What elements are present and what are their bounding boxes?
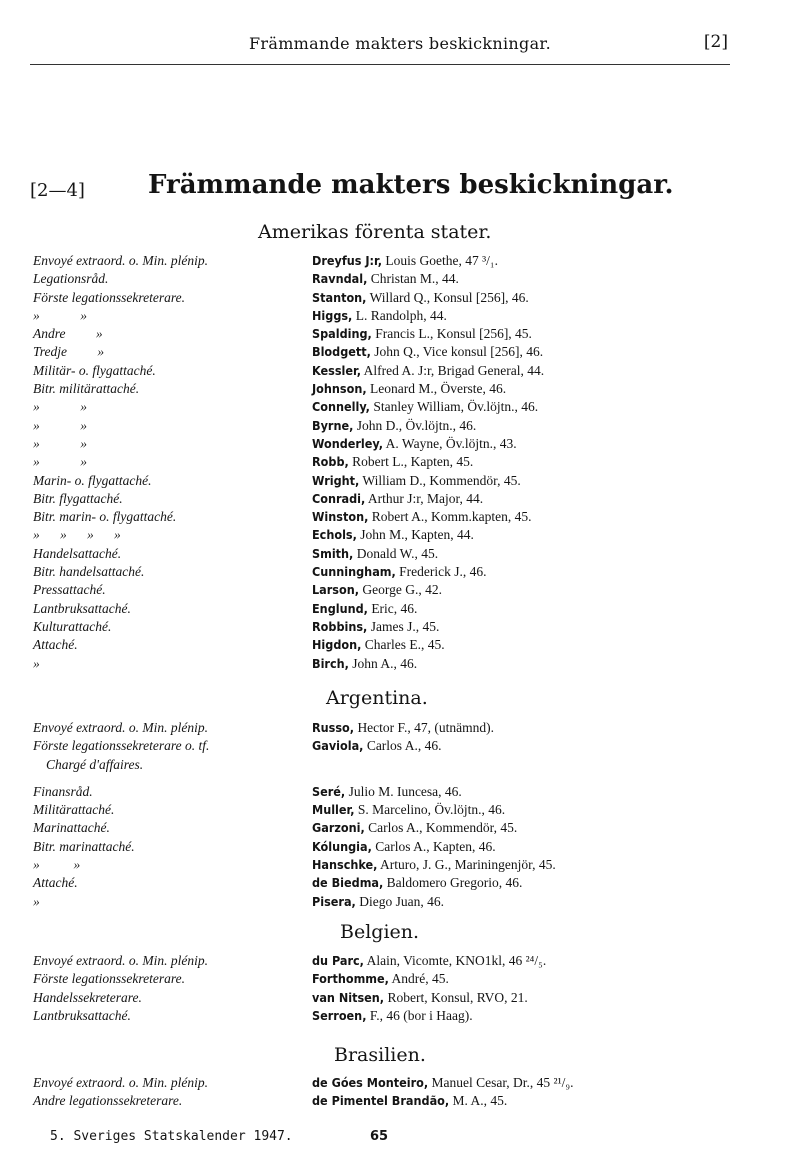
legation-entry: [0, 508, 800, 526]
person-details: Arthur J:r, Major, 44.: [365, 490, 484, 506]
position-title: Lantbruksattaché.: [33, 600, 131, 616]
person-details: George G., 42.: [359, 582, 442, 598]
person-name: [312, 874, 522, 892]
legation-entry: [0, 526, 800, 544]
person-name: [312, 838, 496, 856]
position-title: Attaché.: [33, 637, 78, 653]
position-title: Tredje »: [33, 344, 105, 360]
person-details: Frederick J., 46.: [395, 564, 487, 580]
person-name: [312, 719, 494, 737]
legation-entry: [0, 325, 800, 343]
surname: Kessler,: [312, 362, 361, 378]
surname: de Biedma,: [312, 875, 384, 891]
legation-entry: [0, 819, 800, 837]
legation-entry: [0, 1007, 800, 1025]
surname: Gaviola,: [312, 738, 364, 754]
surname: Smith,: [312, 545, 354, 561]
country-heading: Amerikas förenta stater.: [258, 221, 492, 243]
position-title: Finansråd.: [33, 783, 93, 799]
person-name: [312, 453, 473, 471]
person-name: [312, 952, 546, 970]
person-details: Robert A., Komm.kapten, 45.: [368, 509, 532, 525]
person-details: André, 45.: [388, 971, 449, 987]
legation-entry: [0, 618, 800, 636]
person-details: F., 46 (bor i Haag).: [366, 1007, 473, 1023]
surname: Spalding,: [312, 326, 372, 342]
surname: Cunningham,: [312, 564, 396, 580]
position-title: Envoyé extraord. o. Min. plénip.: [33, 953, 208, 968]
person-details: Julio M. Iuncesa, 46.: [345, 783, 462, 799]
legation-entry: [0, 435, 800, 453]
legation-entry: [0, 970, 800, 988]
person-details: Louis Goethe, 47 ³/₁.: [382, 253, 499, 268]
person-name: [312, 893, 444, 911]
person-details: M. A., 45.: [449, 1093, 508, 1109]
surname: Hanschke,: [312, 857, 378, 873]
person-name: [312, 362, 544, 380]
page-title: Främmande makters beskickningar.: [148, 170, 674, 200]
surname: Higgs,: [312, 307, 353, 323]
person-details: Leonard M., Överste, 46.: [366, 381, 507, 397]
surname: Wright,: [312, 472, 360, 488]
person-details: Christan M., 44.: [367, 271, 459, 287]
legation-entry: [0, 380, 800, 398]
person-name: [312, 417, 476, 435]
legation-entry: [0, 581, 800, 599]
surname: de Góes Monteiro,: [312, 1075, 429, 1090]
legation-entry: [0, 398, 800, 416]
person-details: Manuel Cesar, Dr., 45 ²¹/₉.: [428, 1075, 574, 1090]
person-name: [312, 1074, 574, 1092]
person-details: Carlos A., Kapten, 46.: [371, 838, 496, 854]
surname: Blodgett,: [312, 344, 371, 360]
person-details: Francis L., Konsul [256], 45.: [371, 326, 532, 342]
position-title: Pressattaché.: [33, 582, 106, 598]
legation-entry: [0, 307, 800, 325]
legation-entry: [0, 252, 800, 270]
surname: van Nitsen,: [312, 989, 385, 1005]
person-name: [312, 970, 449, 988]
person-details: L. Randolph, 44.: [352, 307, 447, 323]
person-name: [312, 307, 447, 325]
position-title: Förste legationssekreterare o. tf.: [33, 738, 210, 754]
surname: Stanton,: [312, 289, 367, 305]
legation-entry: [0, 756, 800, 774]
person-details: John Q., Vice konsul [256], 46.: [370, 344, 544, 360]
position-title: Envoyé extraord. o. Min. plénip.: [33, 720, 208, 735]
surname: Connelly,: [312, 399, 370, 415]
surname: Serroen,: [312, 1007, 367, 1023]
section-label: [2—4]: [30, 180, 85, 201]
person-name: [312, 819, 517, 837]
person-name: [312, 1092, 507, 1110]
surname: Johnson,: [312, 381, 367, 397]
person-details: Hector F., 47, (utnämnd).: [354, 720, 494, 735]
position-title: Lantbruksattaché.: [33, 1007, 131, 1023]
position-title: » »: [33, 454, 87, 470]
person-details: James J., 45.: [367, 618, 440, 634]
person-name: [312, 636, 445, 654]
person-name: [312, 508, 531, 526]
surname: Byrne,: [312, 417, 354, 433]
position-title: Förste legationssekreterare.: [33, 289, 185, 305]
legation-entry: [0, 783, 800, 801]
country-heading: Belgien.: [340, 921, 420, 943]
person-name: [312, 1007, 473, 1025]
position-title: Marin- o. flygattaché.: [33, 472, 152, 488]
position-title: Legationsråd.: [33, 271, 109, 287]
person-name: [312, 856, 556, 874]
person-name: [312, 655, 417, 673]
surname: Echols,: [312, 527, 357, 543]
person-name: [312, 526, 474, 544]
legation-entry: [0, 600, 800, 618]
legation-list: [0, 1074, 800, 1111]
person-details: Stanley William, Öv.löjtn., 46.: [369, 399, 539, 415]
position-title: Envoyé extraord. o. Min. plénip.: [33, 1075, 208, 1090]
position-title: Attaché.: [33, 875, 78, 891]
surname: Seré,: [312, 783, 346, 799]
legation-entry: [0, 801, 800, 819]
position-title: » »: [33, 435, 87, 451]
person-details: Alain, Vicomte, KNO1kl, 46 ²⁴/₅.: [363, 953, 547, 968]
legation-entry: [0, 270, 800, 288]
legation-entry: [0, 417, 800, 435]
person-details: Willard Q., Konsul [256], 46.: [366, 289, 529, 305]
person-name: [312, 783, 462, 801]
surname: Russo,: [312, 720, 355, 735]
position-title: Bitr. marin- o. flygattaché.: [33, 509, 177, 525]
legation-entry: [0, 856, 800, 874]
person-name: [312, 989, 528, 1007]
surname: Kólungia,: [312, 838, 372, 854]
surname: Wonderley,: [312, 435, 384, 451]
position-title: »: [33, 893, 40, 909]
person-name: [312, 398, 538, 416]
position-title: » »: [33, 399, 87, 415]
person-details: William D., Kommendör, 45.: [359, 472, 521, 488]
position-title: » »: [33, 307, 87, 323]
position-title: Militär- o. flygattaché.: [33, 362, 156, 378]
legation-entry: [0, 289, 800, 307]
position-title: » » » »: [33, 527, 121, 543]
legation-entry: [0, 563, 800, 581]
legation-entry: [0, 655, 800, 673]
person-name: [312, 472, 521, 490]
surname: Garzoni,: [312, 820, 365, 836]
position-title: Andre »: [33, 326, 103, 342]
surname: Robbins,: [312, 618, 368, 634]
surname: Higdon,: [312, 637, 362, 653]
footer-page-number: 65: [370, 1129, 389, 1144]
person-details: John M., Kapten, 44.: [356, 527, 474, 543]
header-divider: [30, 64, 730, 65]
position-title: Bitr. handelsattaché.: [33, 564, 145, 580]
surname: Englund,: [312, 600, 368, 616]
person-name: [312, 252, 498, 270]
person-name: [312, 325, 532, 343]
person-name: [312, 270, 459, 288]
person-name: [312, 289, 529, 307]
legation-list: [0, 952, 800, 1025]
person-name: [312, 600, 417, 618]
position-title: Bitr. flygattaché.: [33, 490, 123, 506]
legation-entry: [0, 1092, 800, 1110]
person-details: Robert L., Kapten, 45.: [348, 454, 474, 470]
person-details: Charles E., 45.: [361, 637, 445, 653]
legation-entry: [0, 893, 800, 911]
position-title: Handelssekreterare.: [33, 989, 142, 1005]
surname: de Pimentel Brandão,: [312, 1093, 450, 1109]
legation-entry: [0, 1074, 800, 1092]
person-details: John A., 46.: [348, 655, 418, 671]
person-details: Donald W., 45.: [353, 545, 439, 561]
person-name: [312, 563, 487, 581]
surname: du Parc,: [312, 953, 364, 968]
person-details: Arturo, J. G., Mariningenjör, 45.: [377, 857, 556, 873]
legation-entry: [0, 952, 800, 970]
person-details: Carlos A., Kommendör, 45.: [364, 820, 518, 836]
person-details: John D., Öv.löjtn., 46.: [353, 417, 477, 433]
position-title: Bitr. marinattaché.: [33, 838, 135, 854]
legation-entry: [0, 737, 800, 755]
position-title: Militärattaché.: [33, 802, 115, 818]
legation-entry: [0, 453, 800, 471]
person-name: [312, 801, 505, 819]
person-details: Eric, 46.: [367, 600, 418, 616]
position-title: Marinattaché.: [33, 820, 110, 836]
legation-entry: [0, 989, 800, 1007]
person-details: Carlos A., 46.: [363, 738, 442, 754]
person-details: S. Marcelino, Öv.löjtn., 46.: [354, 802, 506, 818]
legation-entry: [0, 838, 800, 856]
person-name: [312, 380, 506, 398]
person-details: Robert, Konsul, RVO, 21.: [384, 989, 528, 1005]
position-title: Envoyé extraord. o. Min. plénip.: [33, 253, 208, 268]
position-title: » »: [33, 417, 87, 433]
position-title: Chargé d'affaires.: [46, 756, 144, 772]
surname: Pisera,: [312, 893, 356, 909]
legation-list: [0, 252, 800, 673]
person-name: [312, 435, 517, 453]
surname: Birch,: [312, 655, 349, 671]
surname: Dreyfus J:r,: [312, 253, 383, 268]
position-title: Bitr. militärattaché.: [33, 381, 140, 397]
person-details: A. Wayne, Öv.löjtn., 43.: [383, 435, 517, 451]
person-name: [312, 618, 439, 636]
legation-list: [0, 719, 800, 911]
person-details: Baldomero Gregorio, 46.: [383, 875, 523, 891]
page-number: [2]: [703, 32, 728, 52]
person-name: [312, 490, 483, 508]
legation-entry: [0, 719, 800, 737]
legation-entry: [0, 636, 800, 654]
legation-entry: [0, 490, 800, 508]
position-title: Kulturattaché.: [33, 618, 112, 634]
person-name: [312, 343, 543, 361]
surname: Muller,: [312, 802, 355, 818]
legation-entry: [0, 545, 800, 563]
footer-publication: 5. Sveriges Statskalender 1947.: [50, 1129, 293, 1144]
person-details: Alfred A. J:r, Brigad General, 44.: [360, 362, 545, 378]
position-title: Handelsattaché.: [33, 545, 122, 561]
surname: Forthomme,: [312, 971, 389, 987]
person-name: [312, 545, 438, 563]
legation-entry: [0, 874, 800, 892]
position-title: »: [33, 655, 40, 671]
position-title: Förste legationssekreterare.: [33, 971, 185, 987]
person-name: [312, 581, 442, 599]
position-title: » »: [33, 857, 81, 873]
surname: Ravndal,: [312, 271, 368, 287]
surname: Robb,: [312, 454, 349, 470]
surname: Larson,: [312, 582, 360, 598]
legation-entry: [0, 472, 800, 490]
legation-entry: [0, 362, 800, 380]
legation-entry: [0, 343, 800, 361]
surname: Winston,: [312, 509, 369, 525]
running-head: Främmande makters beskickningar.: [249, 34, 551, 53]
person-name: [312, 737, 441, 755]
surname: Conradi,: [312, 490, 366, 506]
person-details: Diego Juan, 46.: [355, 893, 444, 909]
country-heading: Brasilien.: [334, 1044, 426, 1066]
position-title: Andre legationssekreterare.: [33, 1093, 183, 1109]
country-heading: Argentina.: [326, 687, 428, 709]
